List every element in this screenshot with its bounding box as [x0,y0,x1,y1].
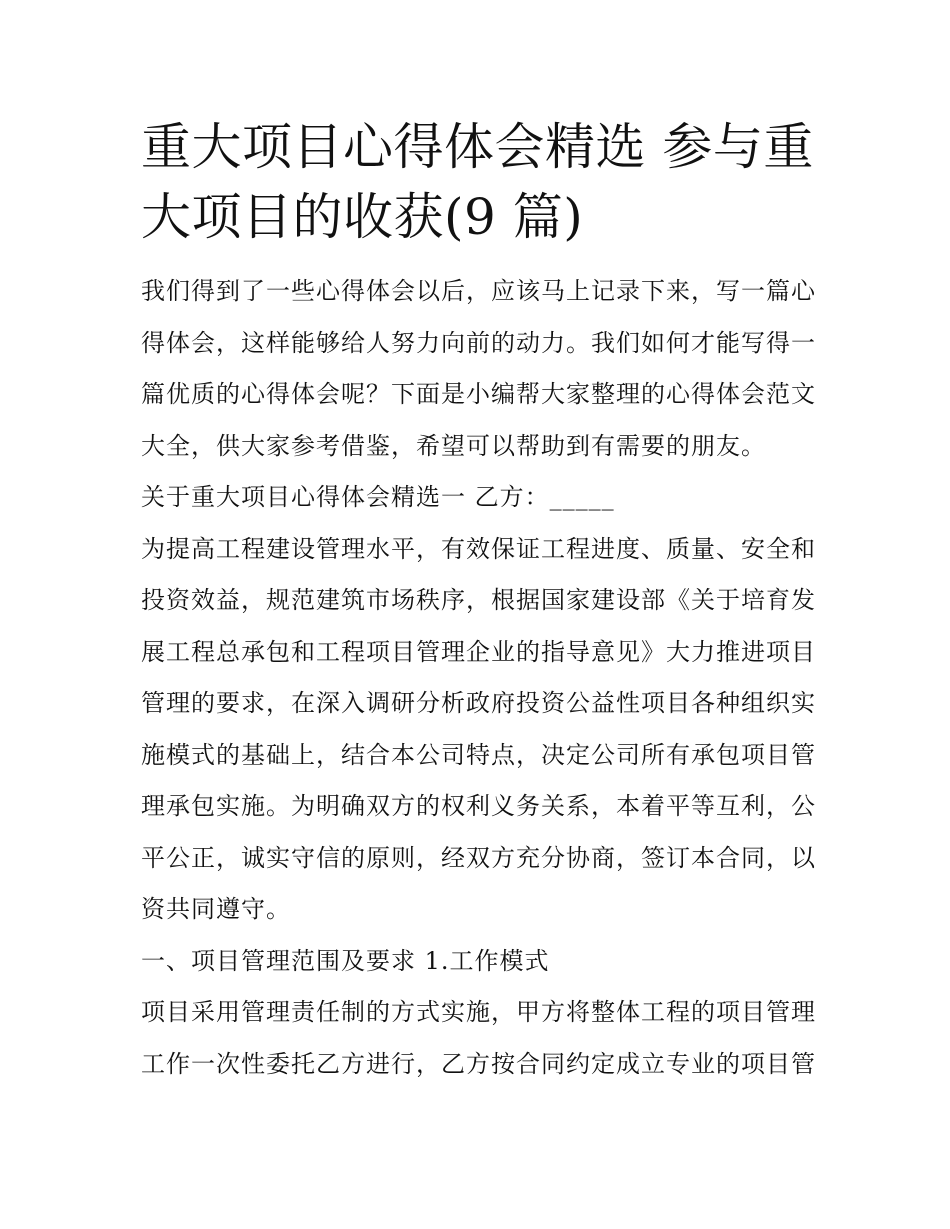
text-line: 我们得到了一些心得体会以后，应该马上记录下来，写一篇心 [141,277,816,305]
text-line: 平公正，诚实守信的原则，经双方充分协商，签订本合同，以 [141,843,816,872]
text-line: 大全，供大家参考借鉴，希望可以帮助到有需要的朋友。 [141,431,766,460]
text-line: 项目采用管理责任制的方式实施，甲方将整体工程的项目管理 [141,998,816,1026]
text-line: 展工程总承包和工程项目管理企业的指导意见》大力推进项目 [141,637,816,666]
blank-fill-field: _____ [549,483,615,511]
section-heading-line [141,472,813,524]
document-page [141,112,816,1090]
text-line: 篇优质的心得体会呢？下面是小编帮大家整理的心得体会范文 [141,380,816,408]
text-line: 为提高工程建设管理水平，有效保证工程进度、质量、安全和 [141,534,816,563]
text-line: 管理的要求，在深入调研分析政府投资公益性项目各种组织实 [141,689,816,717]
document-body [141,266,816,1090]
title-line-1: 重大项目心得体会精选 参与重 [141,118,814,176]
text-line: 资共同遵守。 [141,895,291,923]
text-line: 得体会，这样能够给人努力向前的动力。我们如何才能写得一 [141,328,816,357]
section-heading-text: 关于重大项目心得体会精选一 乙方： [141,483,550,511]
text-line: 工作一次性委托乙方进行，乙方按合同约定成立专业的项目管 [141,1049,816,1078]
text-line: 施模式的基础上，结合本公司特点，决定公司所有承包项目管 [141,740,816,769]
title-line-2: 大项目的收获(9 篇) [141,188,584,246]
subheading-line: 一、项目管理范围及要求 1.工作模式 [141,946,550,975]
document-title [141,112,813,252]
text-line: 投资效益，规范建筑市场秩序，根据国家建设部《关于培育发 [141,586,816,614]
text-line: 理承包实施。为明确双方的权利义务关系，本着平等互利，公 [141,792,816,820]
